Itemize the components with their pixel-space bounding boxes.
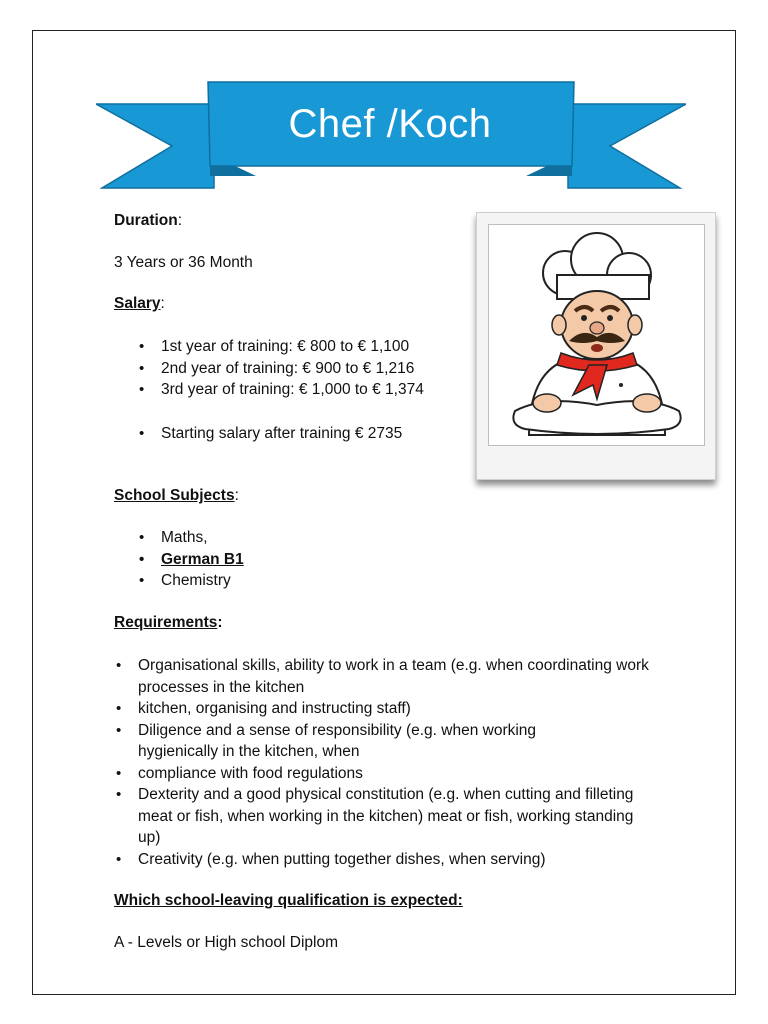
list-item: • 3rd year of training: € 1,000 to € 1,374 bbox=[161, 379, 461, 401]
chef-icon bbox=[489, 225, 704, 445]
salary-heading-line bbox=[114, 293, 165, 315]
list-item: • kitchen, organising and instructing staff) bbox=[138, 698, 678, 720]
requirements-heading: Requirements bbox=[114, 614, 218, 631]
salary-list bbox=[161, 336, 461, 401]
list-item: • Organisational skills, ability to work in a team (e.g. when coordinating work processes in the kitchen bbox=[138, 655, 678, 698]
requirements-list bbox=[138, 655, 678, 870]
duration-colon: : bbox=[177, 212, 183, 229]
requirements-colon: : bbox=[217, 614, 223, 631]
duration-heading: Duration bbox=[114, 212, 178, 229]
subjects-heading-line bbox=[114, 485, 239, 507]
list-item: • Diligence and a sense of responsibility (e.g. when working hygienically in the kitchen, when bbox=[138, 720, 608, 763]
list-item: • Creativity (e.g. when putting together dishes, when serving) bbox=[138, 849, 678, 871]
subjects-colon: : bbox=[234, 487, 239, 504]
list-item: • Maths, bbox=[161, 527, 461, 549]
salary-heading: Salary bbox=[114, 295, 161, 312]
subjects-list bbox=[161, 527, 461, 592]
salary-colon: : bbox=[160, 295, 165, 312]
chef-photo bbox=[488, 224, 705, 446]
list-item: • 1st year of training: € 800 to € 1,100 bbox=[161, 336, 461, 358]
list-item: • 2nd year of training: € 900 to € 1,216 bbox=[161, 358, 461, 380]
duration-heading-line bbox=[114, 210, 182, 232]
list-item: • German B1 bbox=[161, 549, 461, 571]
list-item: • compliance with food regulations bbox=[138, 763, 678, 785]
chef-photo-frame bbox=[476, 212, 716, 480]
list-item: • Chemistry bbox=[161, 570, 461, 592]
duration-value: 3 Years or 36 Month bbox=[114, 254, 253, 271]
page-title: Chef /Koch bbox=[288, 102, 492, 146]
list-item: • Starting salary after training € 2735 bbox=[161, 423, 461, 445]
starting-salary-list bbox=[161, 423, 461, 445]
qualification-heading: Which school-leaving qualification is expected: bbox=[114, 892, 463, 909]
qualification-value: A - Levels or High school Diplom bbox=[114, 934, 338, 951]
requirements-heading-line bbox=[114, 612, 223, 634]
subjects-heading: School Subjects bbox=[114, 487, 235, 504]
list-item: • Dexterity and a good physical constitution (e.g. when cutting and filleting meat or fish, when working in the kitchen) meat or fish, working standing up) bbox=[138, 784, 648, 849]
